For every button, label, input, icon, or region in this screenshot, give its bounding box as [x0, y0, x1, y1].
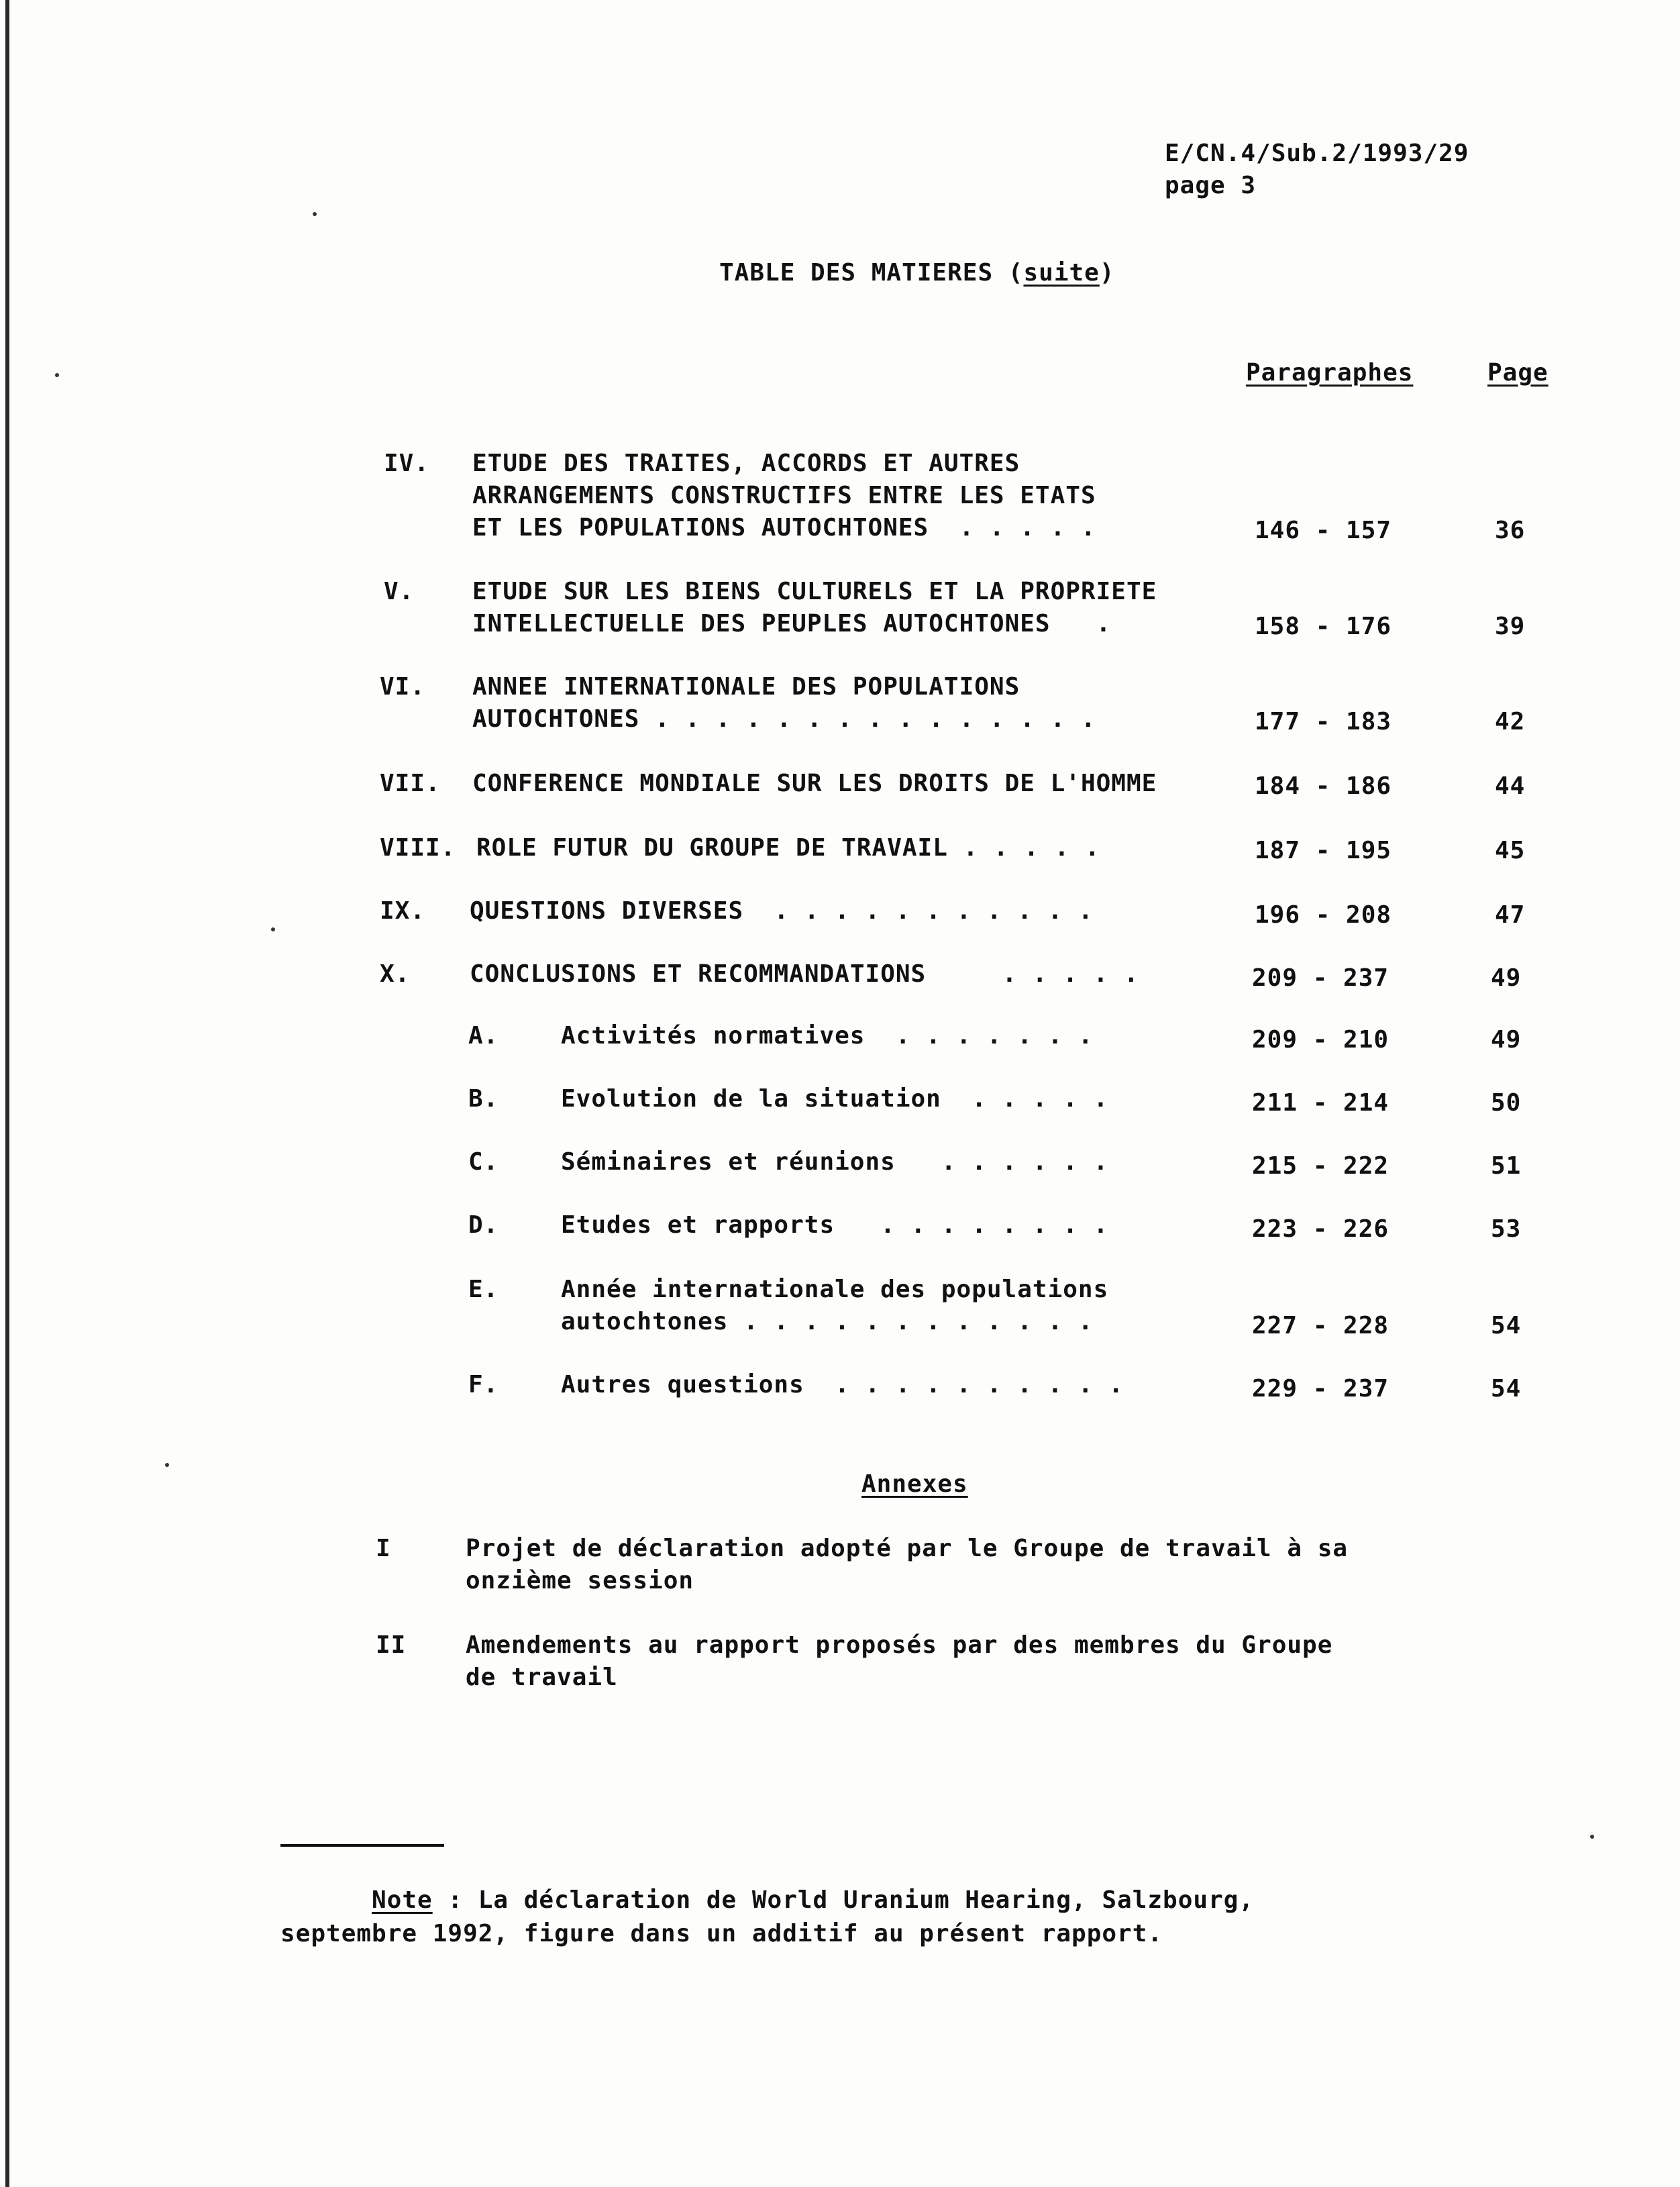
annexes-heading: Annexes	[861, 1470, 968, 1498]
subentry-page: 50	[1491, 1089, 1522, 1117]
entry-title-line: CONCLUSIONS ET RECOMMANDATIONS . . . . .	[470, 960, 1139, 988]
subentry-paragraphs: 215 - 222	[1252, 1152, 1389, 1180]
document-symbol: E/CN.4/Sub.2/1993/29	[1165, 140, 1469, 167]
entry-title-line: CONFERENCE MONDIALE SUR LES DROITS DE L'HOMME	[472, 770, 1157, 797]
subentry-page: 54	[1491, 1312, 1522, 1339]
entry-title-line: ETUDE DES TRAITES, ACCORDS ET AUTRES	[472, 450, 1020, 477]
column-header-paragraphs: Paragraphes	[1246, 359, 1414, 387]
subentry-paragraphs: 229 - 237	[1252, 1375, 1389, 1403]
subentry-letter: C.	[468, 1148, 499, 1176]
column-header-page: Page	[1487, 359, 1548, 387]
subentry-letter: E.	[468, 1276, 499, 1303]
entry-title-line: ROLE FUTUR DU GROUPE DE TRAVAIL . . . . .	[476, 834, 1100, 862]
annex-text-line: de travail	[466, 1664, 618, 1691]
subentry-paragraphs: 209 - 210	[1252, 1026, 1389, 1054]
entry-paragraphs: 187 - 195	[1255, 837, 1392, 864]
entry-paragraphs: 158 - 176	[1255, 613, 1392, 640]
entry-title-line: ANNEE INTERNATIONALE DES POPULATIONS	[472, 673, 1020, 701]
subentry-page: 49	[1491, 1026, 1522, 1054]
subentry-paragraphs: 211 - 214	[1252, 1089, 1389, 1117]
subentry-letter: F.	[468, 1371, 499, 1398]
scan-speck	[55, 373, 59, 377]
entry-title-line: AUTOCHTONES . . . . . . . . . . . . . . .	[472, 705, 1096, 733]
entry-page: 42	[1495, 708, 1526, 735]
entry-page: 39	[1495, 613, 1526, 640]
annex-text-line: onzième session	[466, 1567, 694, 1594]
entry-number: X.	[380, 960, 411, 988]
entry-title-line: QUESTIONS DIVERSES . . . . . . . . . . .	[470, 897, 1094, 925]
scan-speck	[165, 1463, 169, 1467]
subentry-title-line: Séminaires et réunions . . . . . .	[561, 1148, 1109, 1176]
page-number: page 3	[1165, 172, 1257, 199]
entry-paragraphs: 177 - 183	[1255, 708, 1392, 735]
annex-number: II	[376, 1631, 407, 1659]
footnote-text: : La déclaration de World Uranium Hearing, Salzbourg,	[432, 1886, 1255, 1914]
subentry-paragraphs: 223 - 226	[1252, 1215, 1389, 1243]
entry-paragraphs: 209 - 237	[1252, 964, 1389, 992]
entry-number: VIII.	[380, 834, 456, 862]
scan-speck	[1590, 1835, 1594, 1839]
annex-number: I	[376, 1535, 391, 1562]
toc-title-suite: suite	[1023, 259, 1100, 287]
entry-page: 47	[1495, 901, 1526, 929]
entry-page: 36	[1495, 517, 1526, 544]
subentry-title-line: Activités normatives . . . . . . .	[561, 1022, 1094, 1050]
subentry-letter: A.	[468, 1022, 499, 1050]
subentry-page: 53	[1491, 1215, 1522, 1243]
entry-title-line: ET LES POPULATIONS AUTOCHTONES . . . . .	[472, 514, 1096, 542]
subentry-title-line: autochtones . . . . . . . . . . . .	[561, 1308, 1094, 1335]
subentry-letter: D.	[468, 1211, 499, 1239]
subentry-title-line: Evolution de la situation . . . . .	[561, 1085, 1109, 1113]
scan-speck	[271, 927, 275, 931]
entry-number: IX.	[380, 897, 426, 925]
entry-number: V.	[384, 578, 415, 605]
entry-number: VI.	[380, 673, 426, 701]
entry-title-line: INTELLECTUELLE DES PEUPLES AUTOCHTONES .	[472, 610, 1112, 638]
subentry-title-line: Année internationale des populations	[561, 1276, 1109, 1303]
toc-title	[719, 257, 1115, 289]
subentry-paragraphs: 227 - 228	[1252, 1312, 1389, 1339]
annex-text-line: Projet de déclaration adopté par le Groupe de travail à sa	[466, 1535, 1349, 1562]
scan-edge-line	[5, 0, 9, 2187]
toc-title-close: )	[1099, 259, 1115, 287]
entry-number: IV.	[384, 450, 430, 477]
subentry-title-line: Etudes et rapports . . . . . . . .	[561, 1211, 1109, 1239]
footnote-rule	[280, 1844, 444, 1847]
subentry-page: 51	[1491, 1152, 1522, 1180]
toc-title-main: TABLE DES MATIERES (	[719, 259, 1024, 287]
subentry-letter: B.	[468, 1085, 499, 1113]
entry-paragraphs: 196 - 208	[1255, 901, 1392, 929]
annex-text-line: Amendements au rapport proposés par des membres du Groupe	[466, 1631, 1333, 1659]
entry-title-line: ARRANGEMENTS CONSTRUCTIFS ENTRE LES ETATS	[472, 482, 1096, 509]
footnote-label: Note	[372, 1886, 433, 1914]
subentry-title-line: Autres questions . . . . . . . . . .	[561, 1371, 1124, 1398]
entry-paragraphs: 184 - 186	[1255, 772, 1392, 800]
entry-page: 49	[1491, 964, 1522, 992]
entry-page: 44	[1495, 772, 1526, 800]
entry-page: 45	[1495, 837, 1526, 864]
subentry-page: 54	[1491, 1375, 1522, 1403]
footnote-line	[372, 1884, 1254, 1917]
entry-paragraphs: 146 - 157	[1255, 517, 1392, 544]
footnote-line: septembre 1992, figure dans un additif au présent rapport.	[280, 1920, 1163, 1947]
scan-speck	[313, 212, 317, 216]
entry-title-line: ETUDE SUR LES BIENS CULTURELS ET LA PROPRIETE	[472, 578, 1157, 605]
entry-number: VII.	[380, 770, 441, 797]
